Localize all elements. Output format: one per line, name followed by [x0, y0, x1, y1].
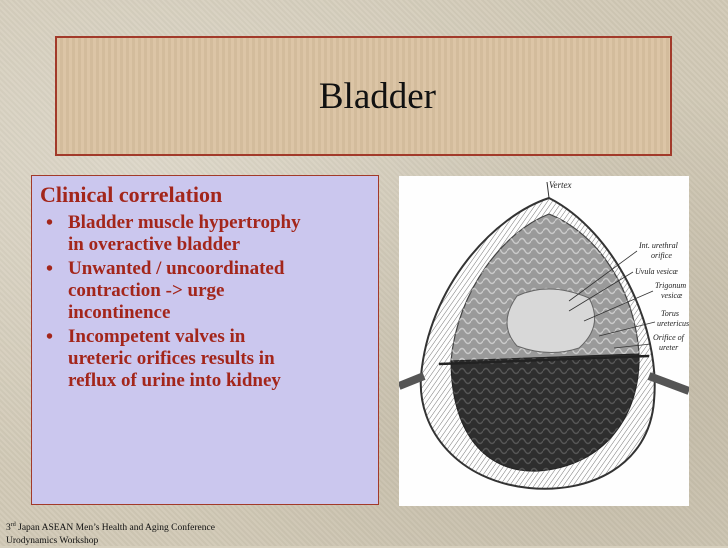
trigone-region — [507, 289, 595, 353]
label-torus-2: uretericus — [657, 319, 689, 328]
label-trigonum-2: vesicæ — [661, 291, 683, 300]
footer-line1-sup: rd — [10, 522, 16, 528]
bullet-line: Bladder muscle hypertrophy — [68, 212, 301, 233]
label-trigonum-1: Trigonum — [655, 281, 687, 290]
bullet-line: contraction -> urge — [68, 280, 225, 301]
label-vertex: Vertex — [549, 180, 572, 190]
label-uvula-vesicae: Uvula vesicæ — [635, 267, 678, 276]
bullet-icon: • — [46, 326, 54, 348]
bladder-drawing — [399, 176, 689, 506]
footer — [6, 519, 215, 548]
bullet-icon: • — [46, 212, 54, 234]
bullet-item — [40, 326, 370, 392]
content-heading: Clinical correlation — [40, 182, 223, 207]
bullet-line: Unwanted / uncoordinated — [68, 258, 285, 279]
bullet-line: Incompetent valves in — [68, 326, 246, 347]
title-box — [55, 36, 672, 156]
label-orifice-of-ureter-1: Orifice of — [653, 333, 684, 342]
bullet-icon: • — [46, 258, 54, 280]
footer-line2: Urodynamics Workshop — [6, 536, 99, 547]
bullet-item — [40, 212, 370, 256]
label-int-urethral-orifice-2: orifice — [651, 251, 672, 260]
content-box — [31, 175, 379, 505]
bladder-illustration — [399, 176, 689, 506]
label-int-urethral-orifice-1: Int. urethral — [639, 241, 678, 250]
slide-title: Bladder — [318, 76, 436, 117]
bullet-line: reflux of urine into kidney — [68, 370, 281, 391]
bullet-line: in overactive bladder — [68, 234, 241, 255]
bullet-item — [40, 258, 370, 324]
footer-line1-prefix: 3 — [6, 523, 11, 534]
footer-line1-rest: Japan ASEAN Men’s Health and Aging Conference — [15, 523, 215, 534]
label-orifice-of-ureter-2: ureter — [659, 343, 679, 352]
bullet-list — [40, 212, 370, 392]
bullet-line: incontinence — [68, 302, 171, 323]
bullet-line: ureteric orifices results in — [68, 348, 275, 369]
label-torus-1: Torus — [661, 309, 679, 318]
